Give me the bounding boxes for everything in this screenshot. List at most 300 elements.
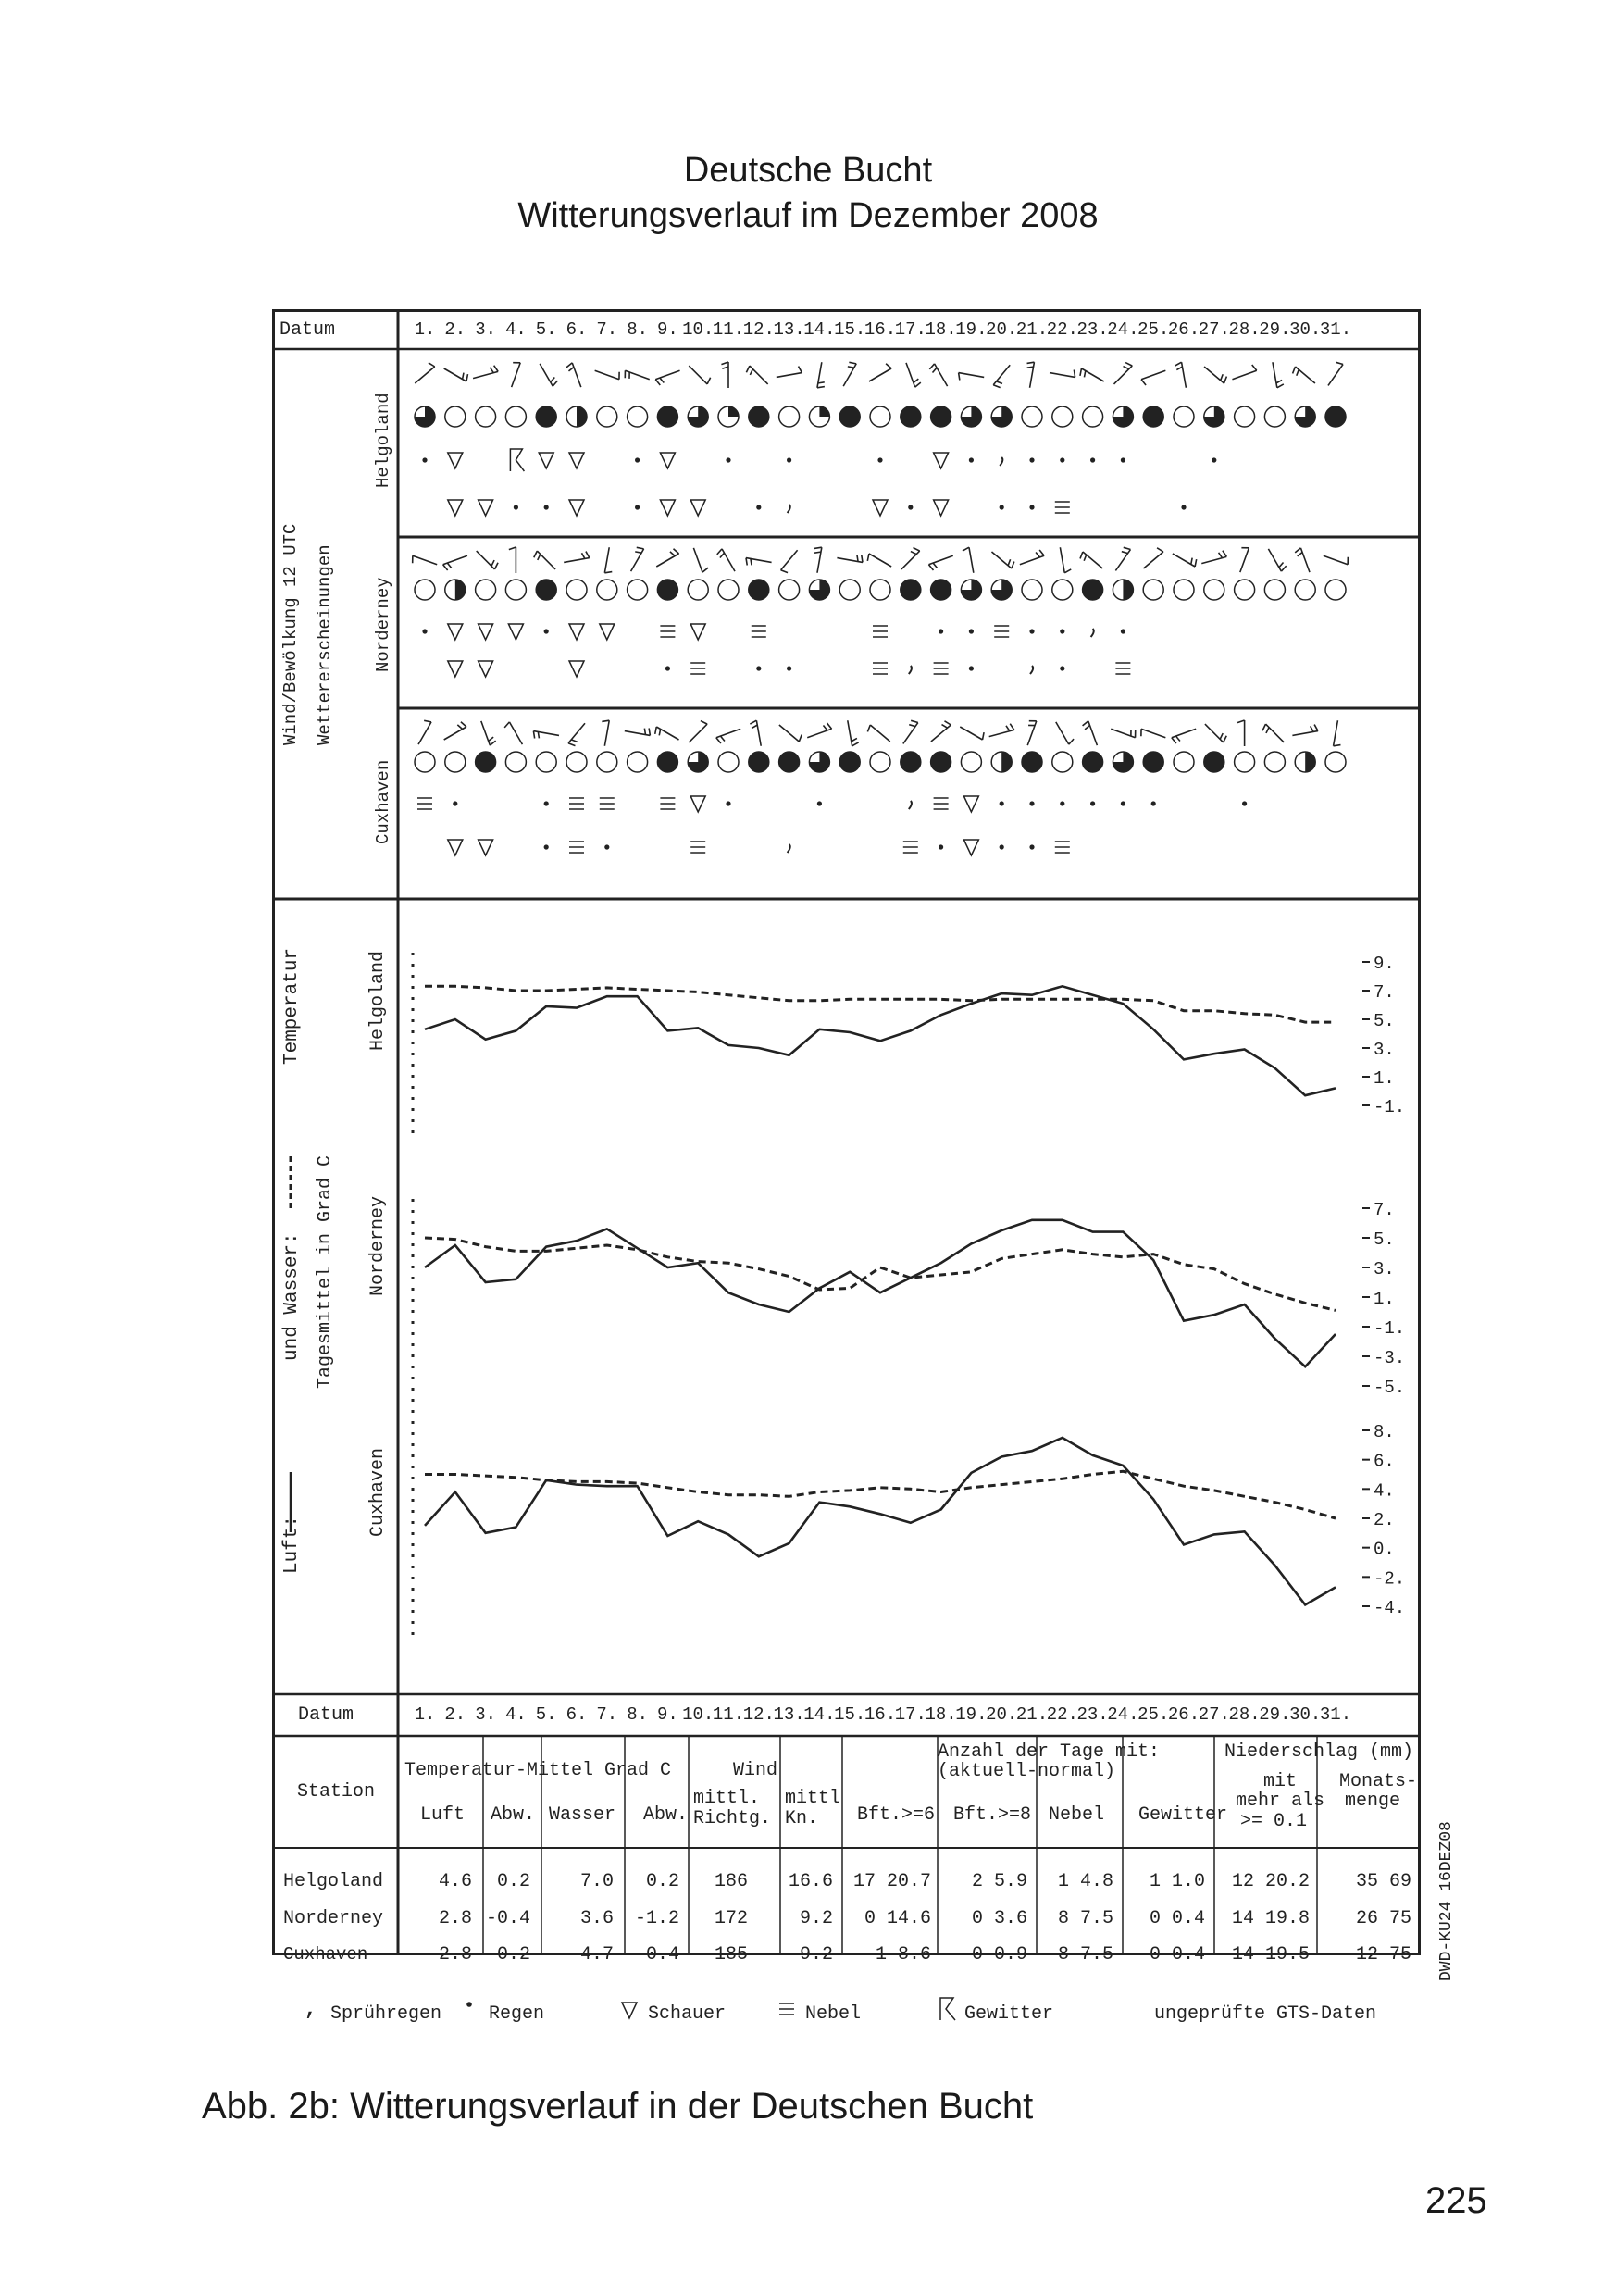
cloud-symbol [718,406,739,427]
cloud-symbol [718,752,739,772]
cell-gewitter: 0 0.4 [1149,1908,1205,1929]
cloud-symbol [536,752,556,772]
cell-bft6: 0 14.6 [864,1908,931,1929]
cloud-symbol [749,406,769,427]
cloud-symbol [991,752,1012,772]
day-label-top-2: 2. [444,319,466,340]
fog-weather-symbol [934,663,949,674]
dot-weather-symbol [726,801,730,805]
wind-barb [1080,368,1104,381]
shower-weather-symbol [934,453,949,468]
wind-barb [1273,362,1284,388]
wind-barb [540,364,557,386]
cloud-symbol [1022,580,1042,600]
day-label-top-14: 14. [803,319,836,340]
y-tick-label: -4. [1374,1598,1406,1618]
day-label-top-8: 8. [627,319,649,340]
y-tick-label: -3. [1374,1348,1406,1368]
dot-weather-symbol [422,629,427,633]
day-label-top-25: 25. [1137,319,1170,340]
row-station: Helgoland [283,1871,384,1892]
y-tick-label: 5. [1374,1229,1395,1250]
cell-bft6: 1 8.6 [875,1944,931,1965]
day-label-bottom-9: 9. [656,1704,678,1725]
cloud-symbol [991,406,1012,427]
fog-weather-symbol [660,626,675,637]
dot-weather-symbol [514,505,518,509]
fog-symbol [779,2003,794,2015]
dot-weather-symbol [787,666,791,670]
cloud-symbol [1295,406,1315,427]
dot-weather-symbol [1090,801,1095,805]
shower-weather-symbol [448,500,463,516]
wind-barb [1020,550,1044,565]
wind-barb [1027,721,1037,745]
day-label-top-26: 26. [1167,319,1200,340]
th-kn-2: Kn. [785,1808,819,1829]
temp-side-label-wasser: und Wasser: [281,1232,303,1361]
wind-barb [1324,555,1348,565]
day-label-bottom-18: 18. [925,1704,957,1725]
cell-abw1: 0.2 [496,1871,530,1892]
fog-weather-symbol [873,663,888,674]
day-label-top-5: 5. [535,319,557,340]
cloud-symbol [1083,406,1103,427]
cloud-symbol [1325,406,1346,427]
temp-panel-helgoland [413,953,1405,1142]
fog-weather-symbol [569,798,584,809]
wind-barb [655,370,679,385]
day-label-top-28: 28. [1228,319,1261,340]
dot-weather-symbol [1000,505,1004,509]
cell-nebel: 8 7.5 [1057,1908,1113,1929]
wind-barb [779,725,802,742]
cell-bft8: 2 5.9 [971,1871,1027,1892]
cloud-symbol [961,406,981,427]
day-label-top-3: 3. [475,319,497,340]
water-temperature-line [425,1471,1336,1518]
day-label-bottom-15: 15. [834,1704,866,1725]
temperature-chart [413,953,1405,1643]
day-label-top-4: 4. [504,319,527,340]
cloud-symbol [839,406,860,427]
y-tick-label: 1. [1374,1068,1395,1089]
shower-weather-symbol [690,796,705,812]
shower-weather-symbol [448,661,463,677]
wind-barb [1060,547,1071,573]
dot-weather-symbol [1242,801,1247,805]
wind-barb [817,362,825,388]
wind-barb [689,366,710,384]
drizzle-symbol: , [305,1998,317,2021]
station-label-cuxhaven-wind: Cuxhaven [373,759,393,844]
rain-symbol [466,2002,472,2007]
th-richtg-1: mittl. [693,1788,761,1809]
wind-barb [901,548,920,569]
station-label-helgoland-wind: Helgoland [373,393,393,488]
cloud-symbol [779,752,800,772]
day-label-bottom-28: 28. [1228,1704,1261,1725]
day-label-top-29: 29. [1259,319,1291,340]
wind-barb [509,547,516,573]
drizzle-weather-symbol [1030,666,1033,674]
fog-weather-symbol [1055,842,1070,853]
day-label-bottom-20: 20. [986,1704,1018,1725]
cloud-symbol [991,580,1012,600]
th-anzahl-1: Anzahl der Tage mit: [938,1741,1161,1763]
cloud-symbol [688,580,708,600]
cloud-symbol [1204,752,1224,772]
temp-side-label-luft: Luft: [281,1515,303,1574]
legend-thunder: Gewitter [964,2003,1054,2025]
th-abw-wasser: Abw. [643,1804,689,1826]
day-label-bottom-6: 6. [566,1704,588,1725]
cloud-symbol [1295,580,1315,600]
shower-weather-symbol [448,624,463,640]
day-labels-top [415,319,1352,340]
th-nebel: Nebel [1049,1804,1105,1826]
day-label-top-18: 18. [925,319,957,340]
dot-weather-symbol [544,629,549,633]
dot-weather-symbol [1029,457,1034,462]
y-tick-label: 6. [1374,1451,1395,1472]
cell-abw2: 0.2 [645,1871,679,1892]
wind-barb [1295,548,1310,572]
cell-abw2: 0.4 [645,1944,679,1965]
cloud-symbol [1264,752,1285,772]
cloud-symbol [536,406,556,427]
day-label-top-24: 24. [1107,319,1139,340]
wind-barb [989,724,1014,737]
cloud-symbol [476,406,496,427]
dot-weather-symbol [635,457,640,462]
day-label-top-1: 1. [414,319,436,340]
th-luft: Luft [420,1804,466,1826]
wind-barb [867,554,891,567]
air-temperature-line [425,1220,1336,1366]
th-wind-group: Wind [733,1760,778,1781]
fog-weather-symbol [690,842,705,853]
legend-rain: Regen [489,2003,545,2025]
cell-richtg: 172 [714,1908,748,1929]
wind-barb [1111,729,1135,738]
cloud-symbol [628,752,648,772]
day-label-top-23: 23. [1076,319,1109,340]
cloud-symbol [901,752,921,772]
dot-weather-symbol [422,457,427,462]
weather-side-label: Wettererscheinungen [315,544,335,745]
wind-barb [1262,724,1284,742]
dot-weather-symbol [1121,457,1125,462]
cell-kn: 9.2 [799,1944,833,1965]
cloud-symbol [1204,406,1224,427]
dot-weather-symbol [1029,629,1034,633]
cloud-symbol [597,580,617,600]
day-label-bottom-19: 19. [955,1704,988,1725]
day-label-bottom-26: 26. [1167,1704,1200,1725]
dot-weather-symbol [939,629,943,633]
shower-weather-symbol [934,500,949,516]
page-subtitle: Witterungsverlauf im Dezember 2008 [517,196,1099,235]
cloud-symbol [901,580,921,600]
cloud-symbol [445,752,466,772]
figure-caption: Abb. 2b: Witterungsverlauf in der Deutschen Bucht [202,2086,1034,2127]
wind-barb [928,555,952,570]
drizzle-weather-symbol [909,666,912,674]
wind-barb [444,722,466,740]
dot-weather-symbol [1000,801,1004,805]
day-label-top-10: 10. [682,319,715,340]
cloud-symbol [415,580,435,600]
th-kn-1: mittl [785,1788,841,1809]
day-label-top-7: 7. [596,319,618,340]
day-label-top-6: 6. [566,319,588,340]
wind-barb [1175,362,1187,388]
dot-weather-symbol [756,505,761,509]
wind-barb [566,363,581,387]
y-tick-label: 4. [1374,1480,1395,1502]
air-temperature-line [425,986,1336,1095]
cloud-symbol [839,580,860,600]
dot-weather-symbol [877,457,882,462]
wind-barb [777,367,802,378]
wind-barb [1240,548,1249,572]
wind-barb [1328,362,1343,385]
wind-barb [848,720,859,746]
shower-weather-symbol [690,500,705,516]
dot-weather-symbol [1212,457,1216,462]
day-label-bottom-22: 22. [1046,1704,1078,1725]
temp-panel-cuxhaven [413,1421,1405,1643]
legend-shower: Schauer [648,2003,727,2025]
fog-weather-symbol [690,663,705,674]
day-label-bottom-16: 16. [864,1704,897,1725]
y-tick-label: 2. [1374,1510,1395,1530]
shower-weather-symbol [479,840,493,855]
wind-barb [843,362,856,386]
th-wasser: Wasser [549,1804,616,1826]
wind-barb [1237,720,1245,746]
cloud-symbol [688,406,708,427]
shower-weather-symbol [569,624,584,640]
shower-weather-symbol [690,624,705,640]
wind-barb [781,550,798,572]
day-label-bottom-30: 30. [1289,1704,1322,1725]
shower-weather-symbol [600,624,615,640]
fog-weather-symbol [1055,502,1070,513]
th-bft8: Bft.>=8 [953,1804,1032,1826]
th-mit-3: >= 0.1 [1240,1811,1308,1832]
y-tick-label: 1. [1374,1289,1395,1309]
cell-abw1: 0.2 [496,1944,530,1965]
cloud-symbol [628,580,648,600]
wind-barb [568,723,585,745]
day-label-bottom-7: 7. [596,1704,618,1725]
day-label-bottom-14: 14. [803,1704,836,1725]
water-temperature-line [425,986,1336,1022]
wind-barb [689,721,707,742]
wind-barb [1205,724,1226,742]
cloud-symbol [779,406,800,427]
wind-barb [656,549,678,567]
dot-weather-symbol [969,457,974,462]
wind-barb [512,363,521,387]
dot-weather-symbol [544,801,549,805]
th-station: Station [297,1781,376,1803]
fog-weather-symbol [660,798,675,809]
cloud-symbol [901,406,921,427]
day-label-top-27: 27. [1198,319,1230,340]
wind-barb [625,729,651,736]
wind-barb [418,720,431,744]
cloud-symbol [1204,580,1224,600]
wind-barb [717,549,735,571]
shower-weather-symbol [963,796,978,812]
day-label-bottom-12: 12. [742,1704,775,1725]
cell-wasser: 4.7 [579,1944,614,1965]
day-label-bottom-8: 8. [627,1704,649,1725]
station-label-cuxhaven-temp: Cuxhaven [367,1447,389,1537]
page-title: Deutsche Bucht [683,151,933,190]
cloud-symbol [1235,406,1255,427]
fog-weather-symbol [417,798,432,809]
shower-weather-symbol [873,500,888,516]
cell-bft8: 0 3.6 [971,1908,1027,1929]
day-label-top-12: 12. [742,319,775,340]
cloud-symbol [749,752,769,772]
dot-weather-symbol [756,666,761,670]
summary-table [297,1741,1417,1832]
dot-weather-symbol [1121,629,1125,633]
cell-gewitter: 0 0.4 [1149,1944,1205,1965]
dot-weather-symbol [1060,629,1064,633]
table-rows [283,1871,1411,1965]
wind-barb [721,362,728,388]
day-label-top-22: 22. [1046,319,1078,340]
wind-barb [1293,367,1315,383]
air-temperature-line [425,1438,1336,1605]
fog-weather-symbol [752,626,766,637]
cloud-symbol [870,580,890,600]
y-tick-label: 9. [1374,954,1395,974]
shower-weather-symbol [569,500,584,516]
wind-barb [1027,362,1035,388]
dot-weather-symbol [544,505,549,509]
wind-barb [602,720,609,746]
fog-weather-symbol [934,798,949,809]
day-label-bottom-29: 29. [1259,1704,1291,1725]
cell-kn: 16.6 [788,1871,833,1892]
day-labels-bottom [415,1704,1352,1725]
cloud-symbol [536,580,556,600]
day-label-bottom-1: 1. [414,1704,436,1725]
fog-weather-symbol [600,798,615,809]
dot-weather-symbol [635,505,640,509]
th-mit-2: mehr als [1236,1791,1325,1812]
cell-bft6: 17 20.7 [852,1871,931,1892]
y-tick-label: 7. [1374,982,1395,1003]
cell-abw1: -0.4 [485,1908,530,1929]
dot-weather-symbol [1060,457,1064,462]
shower-symbol [622,2003,637,2018]
wind-barb [533,731,559,739]
thunder-weather-symbol [510,449,524,471]
cloud-symbol [505,580,526,600]
wind-barb [807,723,831,738]
cloud-symbol [1143,752,1163,772]
cloud-symbol [931,406,951,427]
wind-barb [903,720,918,743]
th-monat-2: menge [1345,1791,1401,1812]
day-label-bottom-3: 3. [475,1704,497,1725]
wind-barb [960,727,984,740]
wind-barb [444,368,468,381]
wind-barb [1056,722,1074,744]
wind-barb [993,365,1010,387]
wind-barb [1173,554,1197,567]
wind-barb [473,366,498,379]
shower-weather-symbol [479,500,493,516]
fog-weather-symbol [873,626,888,637]
day-label-top-15: 15. [834,319,866,340]
shower-weather-symbol [569,453,584,468]
cloud-symbol [445,580,466,600]
cloud-symbol [809,580,829,600]
cloud-symbol [1083,580,1103,600]
wind-barb [1141,370,1165,385]
day-label-bottom-2: 2. [444,1704,466,1725]
cell-luft: 4.6 [438,1871,472,1892]
wind-barb [963,547,974,573]
cell-menge: 35 69 [1355,1871,1411,1892]
cloud-symbol [1022,406,1042,427]
cloud-symbol [931,752,951,772]
cell-wasser: 7.0 [579,1871,614,1892]
cloud-symbol [1264,580,1285,600]
y-tick-label: 0. [1374,1539,1395,1560]
wind-barb [1268,549,1286,571]
shower-weather-symbol [448,453,463,468]
wind-barb [631,547,644,571]
y-tick-label: -1. [1374,1318,1406,1339]
day-label-bottom-25: 25. [1137,1704,1170,1725]
wind-barb [1143,548,1162,568]
th-temp-group: Temperatur-Mittel Grad C [404,1760,672,1781]
cloud-symbol [1052,580,1073,600]
temp-side-label-temperatur: Temperatur [281,947,303,1065]
wind-barb [959,373,985,381]
cloud-symbol [809,752,829,772]
cell-mit: 14 19.8 [1231,1908,1310,1929]
dot-weather-symbol [1029,801,1034,805]
wind-barb [1292,725,1318,736]
wind-barb [1050,370,1075,378]
dot-weather-symbol [1029,844,1034,849]
cloud-symbol [1325,752,1346,772]
shower-weather-symbol [569,661,584,677]
day-label-top-11: 11. [712,319,745,340]
datum-label-bottom: Datum [298,1704,354,1726]
wind-barb [443,555,467,570]
wind-barb [746,558,772,566]
dot-weather-symbol [1090,457,1095,462]
shower-weather-symbol [448,840,463,855]
dot-weather-symbol [908,505,913,509]
cloud-symbol [1235,752,1255,772]
drizzle-weather-symbol [1000,457,1002,466]
cloud-symbol [1325,580,1346,600]
day-label-bottom-5: 5. [535,1704,557,1725]
